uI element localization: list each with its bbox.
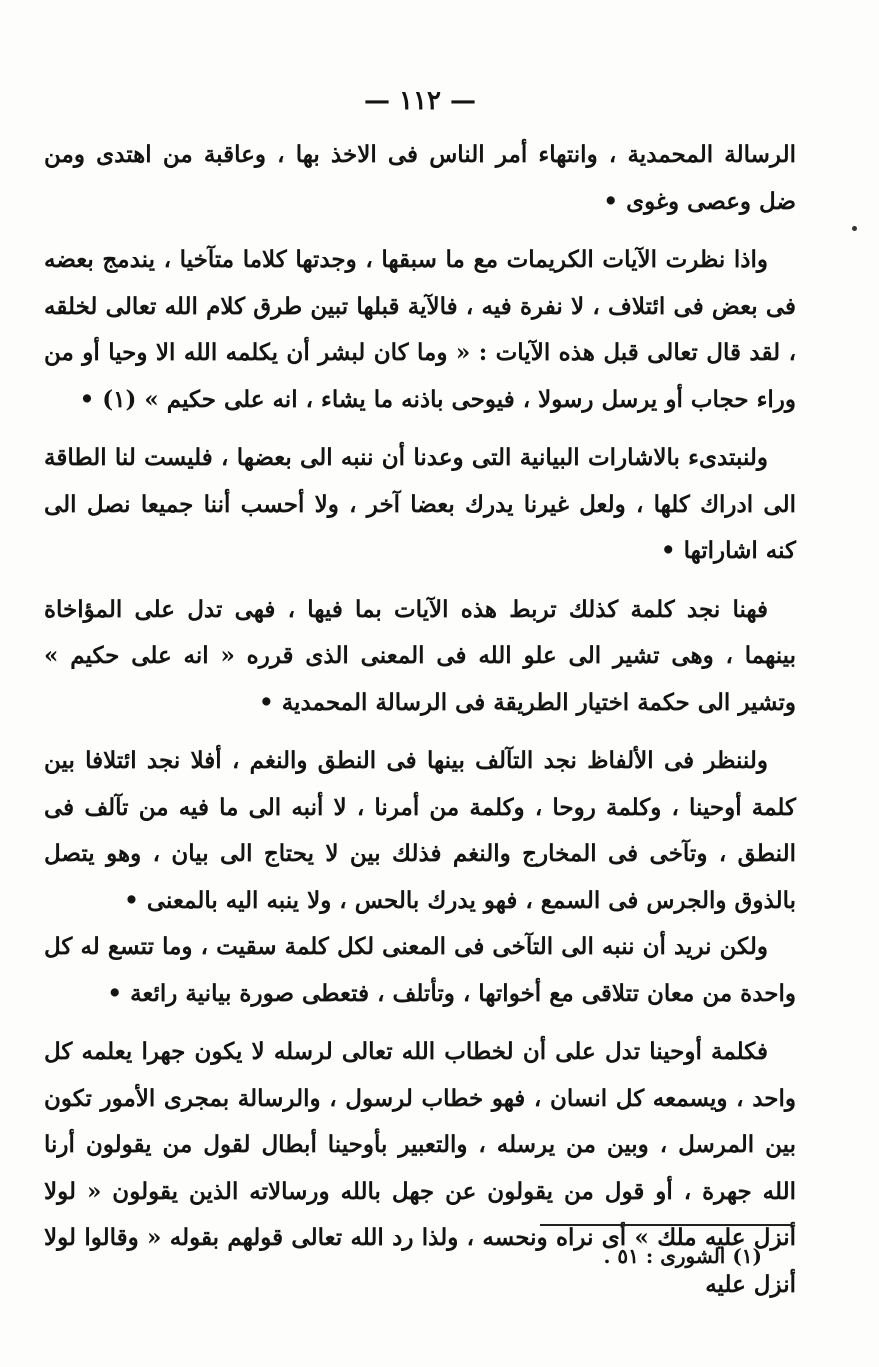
paragraph-3: ولنبتدىء بالاشارات البيانية التى وعدنا أن ننبه الى بعضها ، فليست لنا الطاقة الى ادراك كلها ، ولعل غيرنا يدرك بعضا آخر ، ولا أحسب أننا جميعا نصل الى كنه اشاراتها • <box>44 444 796 564</box>
paragraph-gap <box>44 225 796 237</box>
page-number: — ١١٢ — <box>363 86 477 116</box>
paragraph-1: الرسالة المحمدية ، وانتهاء أمر الناس فى الاخذ بها ، وعاقبة من اهتدى ومن ضل وعصى وغوى • <box>44 141 796 215</box>
paragraph-2: واذا نظرت الآيات الكريمات مع ما سبقها ، وجدتها كلاما متآخيا ، يندمج بعضه فى بعض فى ائتلاف ، لا نفرة فيه ، فالآية قبلها تبين طرق كلام الله تعالى لخلقه ، لقد قال تعالى قبل هذه الآيات : « وما كان لبشر أن يكلمه الله الا وحيا أو من وراء حجاب أو يرسل رسولا ، فيوحى باذنه ما يشاء ، انه على حكيم » (١) • <box>44 246 796 413</box>
body-text <box>44 132 796 1308</box>
paragraph-7: فكلمة أوحينا تدل على أن لخطاب الله تعالى لرسله لا يكون جهرا يعلمه كل واحد ، ويسمعه كل انسان ، فهو خطاب لرسول ، والرسالة بمجرى الأمور تكون بين المرسل ، وبين من يرسله ، والتعبير بأوحينا أبطال لقول من يقولون أرنا الله جهرة ، أو قول من يقولون عن جهل بالله ورسالاته الذين يقولون « لولا أنزل عليه ملك » أى نراه ونحسه ، ولذا رد الله تعالى قولهم بقوله « وقالوا لولا أنزل عليه <box>44 1038 796 1298</box>
paragraph-gap <box>44 726 796 738</box>
paragraph-6: ولكن نريد أن ننبه الى التآخى فى المعنى لكل كلمة سقيت ، وما تتسع له كل واحدة من معان تتلاقى مع أخواتها ، وتأتلف ، فتعطى صورة بيانية رائعة • <box>44 933 796 1007</box>
paragraph-gap <box>44 423 796 435</box>
paragraph-gap <box>44 1017 796 1029</box>
footnote-divider <box>540 1224 792 1226</box>
paragraph-4: فهنا نجد كلمة كذلك تربط هذه الآيات بما فيها ، فهى تدل على المؤاخاة بينهما ، وهى تشير الى علو الله فى المعنى الذى قرره « انه على حكيم » وتشير الى حكمة اختيار الطريقة فى الرسالة المحمدية • <box>44 595 796 716</box>
paragraph-5: ولننظر فى الألفاظ نجد التآلف بينها فى النطق والنغم ، أفلا نجد ائتلافا بين كلمة أوحينا ، وكلمة روحا ، وكلمة من أمرنا ، لا أنبه الى ما فيه من تآلف فى النطق ، وتآخى فى المخارج والنغم فذلك بين لا يحتاج الى بيان ، وهو يتصل بالذوق والجرس فى السمع ، فهو يدرك بالحس ، ولا ينبه اليه بالمعنى • <box>44 747 796 914</box>
paragraph-gap <box>44 575 796 587</box>
footnote: (١) الشورى : ٥١ . <box>603 1244 762 1268</box>
ink-speck <box>852 226 857 231</box>
